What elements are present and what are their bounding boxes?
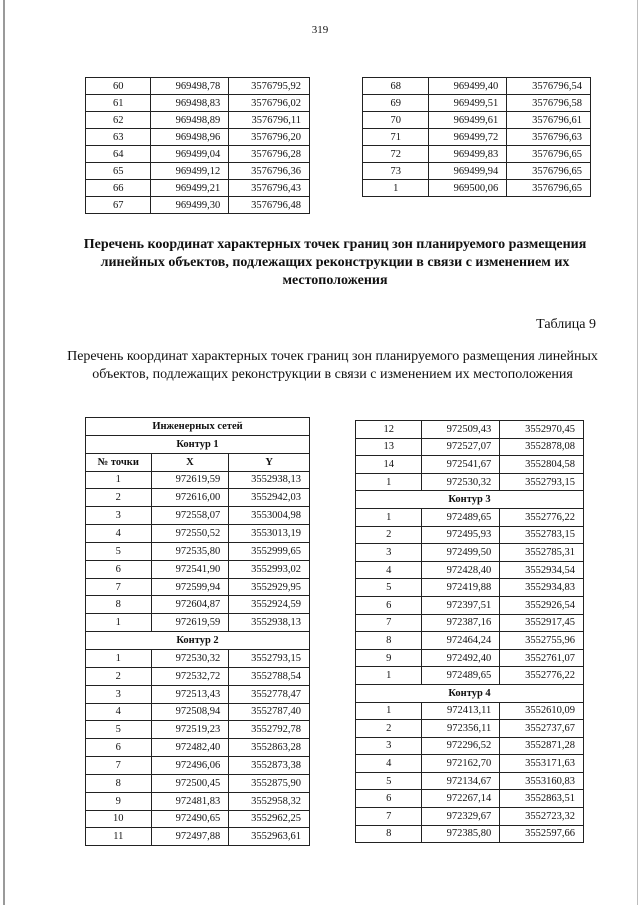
- x-coordinate-cell: 972541,67: [422, 456, 500, 474]
- x-coordinate-cell: 972616,00: [151, 489, 229, 507]
- table-row: [356, 614, 584, 632]
- table-row: [86, 560, 310, 578]
- x-coordinate-cell: 969499,72: [429, 129, 507, 146]
- y-coordinate-cell: 3553004,98: [229, 507, 310, 525]
- y-coordinate-cell: 3552804,58: [500, 456, 584, 474]
- point-number-cell: 7: [86, 757, 152, 775]
- table-row: [363, 163, 591, 180]
- table-row: [86, 703, 310, 721]
- y-coordinate-cell: 3552929,95: [229, 578, 310, 596]
- table-row: [86, 180, 310, 197]
- x-coordinate-cell: 972490,65: [151, 810, 229, 828]
- y-coordinate-cell: 3552924,59: [229, 596, 310, 614]
- y-coordinate-cell: 3552999,65: [229, 542, 310, 560]
- section-heading: Перечень координат характерных точек границ зон планируемого размещения линейных объектов, подлежащих реконструкции в связи с изменением их местоположения: [83, 237, 587, 288]
- table-row: [86, 649, 310, 667]
- point-number-cell: 8: [356, 825, 422, 843]
- table-row: [86, 578, 310, 596]
- table-row: [86, 810, 310, 828]
- x-coordinate-cell: 972513,43: [151, 685, 229, 703]
- point-number-cell: 68: [363, 78, 429, 95]
- column-header-y: Y: [229, 453, 310, 471]
- y-coordinate-cell: 3552917,45: [500, 614, 584, 632]
- x-coordinate-cell: 972162,70: [422, 755, 500, 773]
- table-row: [86, 667, 310, 685]
- y-coordinate-cell: 3552863,51: [500, 790, 584, 808]
- point-number-cell: 71: [363, 129, 429, 146]
- y-coordinate-cell: 3552788,54: [229, 667, 310, 685]
- y-coordinate-cell: 3576796,65: [507, 146, 591, 163]
- y-coordinate-cell: 3576796,65: [507, 180, 591, 197]
- section-row: [356, 491, 584, 509]
- table-row: [86, 197, 310, 214]
- x-coordinate-cell: 972464,24: [422, 632, 500, 650]
- point-number-cell: 8: [86, 596, 152, 614]
- point-number-cell: 1: [356, 473, 422, 491]
- x-coordinate-cell: 972134,67: [422, 772, 500, 790]
- y-coordinate-cell: 3552723,32: [500, 808, 584, 826]
- table-row: [363, 180, 591, 197]
- y-coordinate-cell: 3552878,08: [500, 438, 584, 456]
- point-number-cell: 1: [363, 180, 429, 197]
- y-coordinate-cell: 3553013,19: [229, 525, 310, 543]
- x-coordinate-cell: 969499,04: [151, 146, 229, 163]
- page-edge-right: [637, 0, 638, 905]
- coordinates-table-engineering-networks: [85, 417, 310, 846]
- table-row: [86, 489, 310, 507]
- table-row: [86, 471, 310, 489]
- point-number-cell: 2: [356, 526, 422, 544]
- y-coordinate-cell: 3552993,02: [229, 560, 310, 578]
- column-header-x: X: [151, 453, 229, 471]
- y-coordinate-cell: 3552926,54: [500, 596, 584, 614]
- point-number-cell: 69: [363, 95, 429, 112]
- x-coordinate-cell: 972489,65: [422, 667, 500, 685]
- x-coordinate-cell: 972481,83: [151, 792, 229, 810]
- y-coordinate-cell: 3576796,58: [507, 95, 591, 112]
- y-coordinate-cell: 3576796,43: [229, 180, 310, 197]
- y-coordinate-cell: 3576796,61: [507, 112, 591, 129]
- x-coordinate-cell: 972496,06: [151, 757, 229, 775]
- point-number-cell: 3: [86, 685, 152, 703]
- x-coordinate-cell: 969499,12: [151, 163, 229, 180]
- x-coordinate-cell: 972508,94: [151, 703, 229, 721]
- point-number-cell: 73: [363, 163, 429, 180]
- table-row: [356, 544, 584, 562]
- y-coordinate-cell: 3552785,31: [500, 544, 584, 562]
- table-row: [356, 561, 584, 579]
- point-number-cell: 1: [356, 508, 422, 526]
- point-number-cell: 8: [356, 632, 422, 650]
- point-number-cell: 14: [356, 456, 422, 474]
- x-coordinate-cell: 972495,93: [422, 526, 500, 544]
- y-coordinate-cell: 3552962,25: [229, 810, 310, 828]
- x-coordinate-cell: 972558,07: [151, 507, 229, 525]
- table-row: [356, 702, 584, 720]
- y-coordinate-cell: 3552776,22: [500, 667, 584, 685]
- coordinates-table-continued-left: [85, 77, 310, 214]
- table-row: [356, 737, 584, 755]
- y-coordinate-cell: 3552792,78: [229, 721, 310, 739]
- group-title: Инженерных сетей: [86, 418, 310, 436]
- y-coordinate-cell: 3576796,11: [229, 112, 310, 129]
- table-row: [86, 721, 310, 739]
- y-coordinate-cell: 3552597,66: [500, 825, 584, 843]
- table-row: [86, 774, 310, 792]
- y-coordinate-cell: 3552934,83: [500, 579, 584, 597]
- y-coordinate-cell: 3552737,67: [500, 720, 584, 738]
- y-coordinate-cell: 3576796,48: [229, 197, 310, 214]
- point-number-cell: 4: [86, 525, 152, 543]
- table-row: [86, 129, 310, 146]
- y-coordinate-cell: 3552970,45: [500, 421, 584, 439]
- y-coordinate-cell: 3552873,38: [229, 757, 310, 775]
- point-number-cell: 4: [356, 561, 422, 579]
- x-coordinate-cell: 969499,30: [151, 197, 229, 214]
- x-coordinate-cell: 972527,07: [422, 438, 500, 456]
- point-number-cell: 66: [86, 180, 151, 197]
- section-title: Контур 4: [356, 684, 584, 702]
- point-number-cell: 7: [356, 614, 422, 632]
- table-row: [86, 614, 310, 632]
- x-coordinate-cell: 972492,40: [422, 649, 500, 667]
- x-coordinate-cell: 969499,83: [429, 146, 507, 163]
- point-number-cell: 63: [86, 129, 151, 146]
- table-row: [356, 456, 584, 474]
- section-row: [86, 632, 310, 650]
- x-coordinate-cell: 972428,40: [422, 561, 500, 579]
- point-number-cell: 11: [86, 828, 152, 846]
- point-number-cell: 2: [86, 489, 152, 507]
- point-number-cell: 9: [86, 792, 152, 810]
- point-number-cell: 64: [86, 146, 151, 163]
- x-coordinate-cell: 972385,80: [422, 825, 500, 843]
- y-coordinate-cell: 3552610,09: [500, 702, 584, 720]
- table-row: [86, 112, 310, 129]
- table-row: [356, 526, 584, 544]
- point-number-cell: 9: [356, 649, 422, 667]
- table-row: [86, 163, 310, 180]
- table-row: [356, 473, 584, 491]
- y-coordinate-cell: 3552871,28: [500, 737, 584, 755]
- point-number-cell: 67: [86, 197, 151, 214]
- y-coordinate-cell: 3576796,36: [229, 163, 310, 180]
- point-number-cell: 65: [86, 163, 151, 180]
- table-row: [86, 685, 310, 703]
- table-row: [86, 739, 310, 757]
- table-row: [356, 667, 584, 685]
- y-coordinate-cell: 3553171,63: [500, 755, 584, 773]
- y-coordinate-cell: 3552863,28: [229, 739, 310, 757]
- point-number-cell: 6: [86, 739, 152, 757]
- point-number-cell: 1: [356, 702, 422, 720]
- point-number-cell: 3: [356, 544, 422, 562]
- y-coordinate-cell: 3576796,20: [229, 129, 310, 146]
- y-coordinate-cell: 3552938,13: [229, 614, 310, 632]
- table-row: [356, 772, 584, 790]
- x-coordinate-cell: 969498,83: [151, 95, 229, 112]
- y-coordinate-cell: 3553160,83: [500, 772, 584, 790]
- y-coordinate-cell: 3576796,28: [229, 146, 310, 163]
- point-number-cell: 12: [356, 421, 422, 439]
- table-row: [356, 649, 584, 667]
- y-coordinate-cell: 3552761,07: [500, 649, 584, 667]
- x-coordinate-cell: 972530,32: [151, 649, 229, 667]
- x-coordinate-cell: 969499,51: [429, 95, 507, 112]
- table-row: [86, 146, 310, 163]
- point-number-cell: 7: [86, 578, 152, 596]
- table-row: [86, 792, 310, 810]
- table-row: [356, 508, 584, 526]
- page-number: 319: [311, 24, 329, 36]
- point-number-cell: 7: [356, 808, 422, 826]
- y-coordinate-cell: 3552875,90: [229, 774, 310, 792]
- x-coordinate-cell: 972541,90: [151, 560, 229, 578]
- y-coordinate-cell: 3576796,65: [507, 163, 591, 180]
- x-coordinate-cell: 972397,51: [422, 596, 500, 614]
- table-row: [363, 146, 591, 163]
- point-number-cell: 6: [356, 596, 422, 614]
- point-number-cell: 3: [356, 737, 422, 755]
- section-row: [86, 435, 310, 453]
- x-coordinate-cell: 972500,45: [151, 774, 229, 792]
- section-title: Контур 1: [86, 435, 310, 453]
- x-coordinate-cell: 972497,88: [151, 828, 229, 846]
- point-number-cell: 1: [86, 471, 152, 489]
- x-coordinate-cell: 969498,96: [151, 129, 229, 146]
- table-row: [356, 438, 584, 456]
- point-number-cell: 1: [86, 614, 152, 632]
- table-row: [356, 755, 584, 773]
- table-row: [356, 825, 584, 843]
- y-coordinate-cell: 3576796,63: [507, 129, 591, 146]
- table-caption: Перечень координат характерных точек границ зон планируемого размещения линейных объектов, подлежащих реконструкции в связи с изменением их местоположения: [67, 349, 598, 382]
- table-row: [86, 507, 310, 525]
- table-row: [356, 808, 584, 826]
- point-number-cell: 5: [356, 579, 422, 597]
- point-number-cell: 5: [86, 542, 152, 560]
- x-coordinate-cell: 972535,80: [151, 542, 229, 560]
- x-coordinate-cell: 969498,78: [151, 78, 229, 95]
- y-coordinate-cell: 3552755,96: [500, 632, 584, 650]
- table-row: [356, 596, 584, 614]
- table-row: [86, 596, 310, 614]
- x-coordinate-cell: 972550,52: [151, 525, 229, 543]
- x-coordinate-cell: 969499,21: [151, 180, 229, 197]
- table-row: [86, 542, 310, 560]
- y-coordinate-cell: 3552793,15: [500, 473, 584, 491]
- x-coordinate-cell: 969499,40: [429, 78, 507, 95]
- y-coordinate-cell: 3552783,15: [500, 526, 584, 544]
- point-number-cell: 6: [356, 790, 422, 808]
- point-number-cell: 1: [86, 649, 152, 667]
- table-row: [356, 579, 584, 597]
- table-row: [363, 129, 591, 146]
- x-coordinate-cell: 972267,14: [422, 790, 500, 808]
- table-row: [356, 790, 584, 808]
- x-coordinate-cell: 972482,40: [151, 739, 229, 757]
- point-number-cell: 10: [86, 810, 152, 828]
- coordinates-table-right-column: [355, 420, 584, 843]
- x-coordinate-cell: 972509,43: [422, 421, 500, 439]
- x-coordinate-cell: 972413,11: [422, 702, 500, 720]
- section-row: [356, 684, 584, 702]
- y-coordinate-cell: 3576796,54: [507, 78, 591, 95]
- x-coordinate-cell: 972604,87: [151, 596, 229, 614]
- point-number-cell: 5: [86, 721, 152, 739]
- table-number: Таблица 9: [536, 317, 596, 332]
- group-title-row: [86, 418, 310, 436]
- point-number-cell: 6: [86, 560, 152, 578]
- table-row: [86, 78, 310, 95]
- x-coordinate-cell: 972519,23: [151, 721, 229, 739]
- y-coordinate-cell: 3552963,61: [229, 828, 310, 846]
- point-number-cell: 62: [86, 112, 151, 129]
- y-coordinate-cell: 3552942,03: [229, 489, 310, 507]
- table-row: [363, 78, 591, 95]
- x-coordinate-cell: 972296,52: [422, 737, 500, 755]
- y-coordinate-cell: 3552776,22: [500, 508, 584, 526]
- coordinates-table-continued-right: [362, 77, 591, 197]
- table-row: [363, 112, 591, 129]
- y-coordinate-cell: 3552934,54: [500, 561, 584, 579]
- y-coordinate-cell: 3576795,92: [229, 78, 310, 95]
- x-coordinate-cell: 972619,59: [151, 614, 229, 632]
- table-row: [356, 421, 584, 439]
- point-number-cell: 72: [363, 146, 429, 163]
- point-number-cell: 4: [356, 755, 422, 773]
- y-coordinate-cell: 3552958,32: [229, 792, 310, 810]
- x-coordinate-cell: 972599,94: [151, 578, 229, 596]
- x-coordinate-cell: 969498,89: [151, 112, 229, 129]
- point-number-cell: 2: [86, 667, 152, 685]
- y-coordinate-cell: 3552938,13: [229, 471, 310, 489]
- point-number-cell: 61: [86, 95, 151, 112]
- x-coordinate-cell: 972387,16: [422, 614, 500, 632]
- x-coordinate-cell: 972532,72: [151, 667, 229, 685]
- point-number-cell: 3: [86, 507, 152, 525]
- x-coordinate-cell: 972489,65: [422, 508, 500, 526]
- section-title: Контур 3: [356, 491, 584, 509]
- x-coordinate-cell: 969499,94: [429, 163, 507, 180]
- x-coordinate-cell: 969500,06: [429, 180, 507, 197]
- section-title: Контур 2: [86, 632, 310, 650]
- x-coordinate-cell: 969499,61: [429, 112, 507, 129]
- page-edge-left: [3, 0, 5, 905]
- x-coordinate-cell: 972530,32: [422, 473, 500, 491]
- point-number-cell: 2: [356, 720, 422, 738]
- y-coordinate-cell: 3552778,47: [229, 685, 310, 703]
- x-coordinate-cell: 972619,59: [151, 471, 229, 489]
- table-row: [86, 828, 310, 846]
- y-coordinate-cell: 3552793,15: [229, 649, 310, 667]
- point-number-cell: 8: [86, 774, 152, 792]
- table-row: [363, 95, 591, 112]
- table-row: [86, 757, 310, 775]
- point-number-cell: 1: [356, 667, 422, 685]
- point-number-cell: 4: [86, 703, 152, 721]
- table-row: [86, 95, 310, 112]
- table-row: [356, 632, 584, 650]
- x-coordinate-cell: 972419,88: [422, 579, 500, 597]
- x-coordinate-cell: 972499,50: [422, 544, 500, 562]
- column-header-row: [86, 453, 310, 471]
- point-number-cell: 5: [356, 772, 422, 790]
- x-coordinate-cell: 972356,11: [422, 720, 500, 738]
- table-row: [356, 720, 584, 738]
- table-row: [86, 525, 310, 543]
- point-number-cell: 13: [356, 438, 422, 456]
- y-coordinate-cell: 3576796,02: [229, 95, 310, 112]
- x-coordinate-cell: 972329,67: [422, 808, 500, 826]
- column-header-point: № точки: [86, 453, 152, 471]
- y-coordinate-cell: 3552787,40: [229, 703, 310, 721]
- point-number-cell: 70: [363, 112, 429, 129]
- point-number-cell: 60: [86, 78, 151, 95]
